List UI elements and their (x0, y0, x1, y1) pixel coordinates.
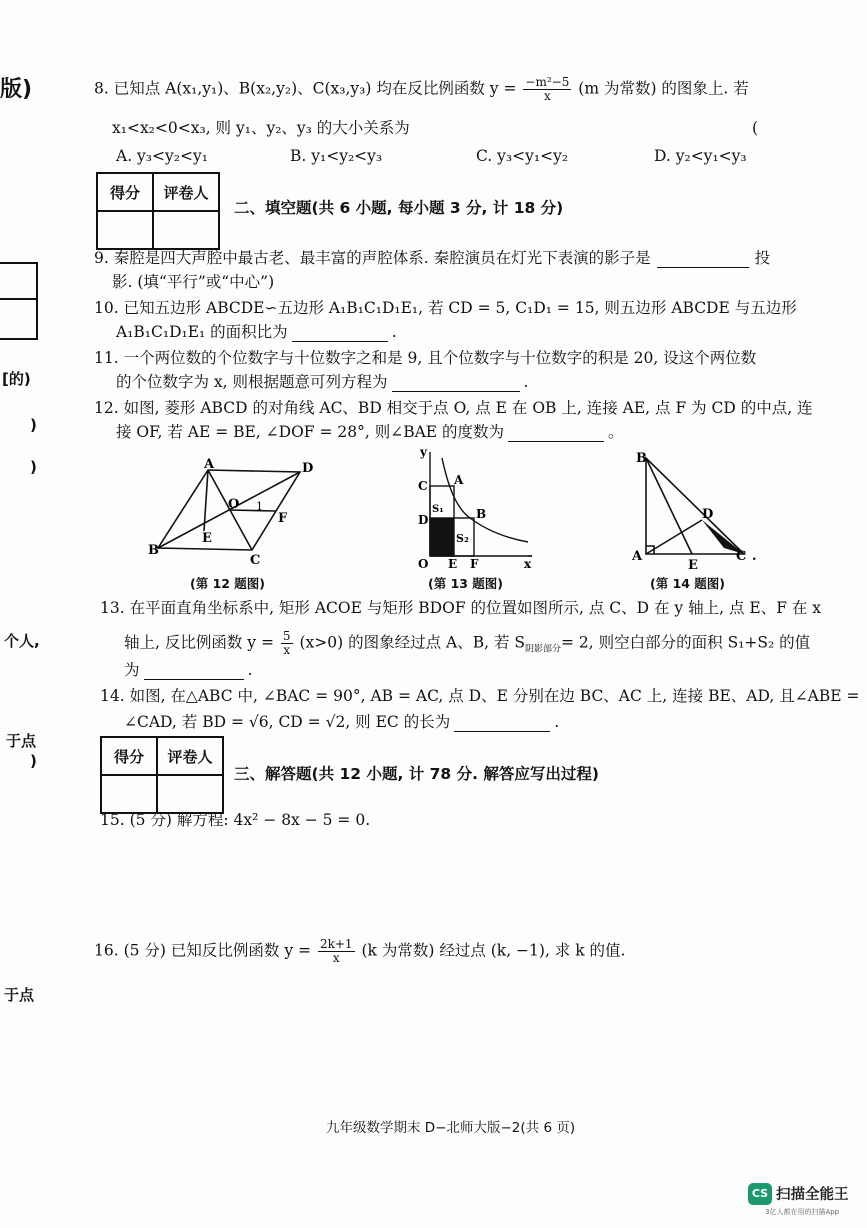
score-cell[interactable] (97, 211, 153, 249)
question-8-line-2: x₁<x₂<0<x₃, 则 y₁、y₂、y₃ 的大小关系为 (112, 119, 410, 137)
label-c: C (418, 479, 428, 493)
label-o: O (228, 497, 240, 512)
label-e: E (688, 558, 698, 572)
question-11-line-2 (116, 372, 528, 392)
q13-text-middle: (x>0) 的图象经过点 A、B, 若 S (299, 633, 525, 652)
q12-suffix: 。 (608, 423, 624, 441)
margin-fragment: 个人, (4, 632, 40, 650)
section-2-title: 二、填空题(共 6 小题, 每小题 3 分, 计 18 分) (234, 199, 564, 217)
label-s1: S₁ (432, 504, 444, 515)
shaded-region (430, 518, 454, 556)
figure-13-caption: (第 13 题图) (428, 576, 504, 591)
figure-13-graph (408, 446, 538, 572)
label-b: B (476, 507, 487, 521)
margin-fragment: ) (30, 458, 37, 476)
answer-blank[interactable] (508, 425, 604, 442)
camscanner-name: 扫描全能王 (776, 1187, 849, 1203)
question-13-line-2 (124, 630, 810, 660)
margin-fragment: 版) (0, 77, 33, 102)
question-12-line-2 (116, 422, 624, 442)
q11-text: 的个位数字为 x, 则根据题意可列方程为 (116, 373, 388, 391)
label-d: D (418, 513, 429, 527)
grader-cell[interactable] (153, 211, 219, 249)
figure-12-caption: (第 12 题图) (190, 576, 266, 591)
label-o: O (418, 557, 429, 571)
camscanner-slogan: 3亿人都在用的扫描App (765, 1208, 840, 1216)
answer-blank[interactable] (292, 325, 388, 342)
score-label: 得分 (97, 173, 153, 211)
q8-fraction: $\frac{\text{−m²−5}}{x}$ (525, 75, 570, 103)
q10-suffix: . (391, 323, 397, 341)
label-b: B (148, 543, 159, 558)
q9-text: 9. 秦腔是四大声腔中最古老、最丰富的声腔体系. 秦腔演员在灯光下表演的影子是 (94, 249, 651, 267)
margin-fragment: ) (30, 752, 37, 770)
q14-text: ∠CAD, 若 BD = √6, CD = √2, 则 EC 的长为 (124, 713, 451, 731)
q16-text: 16. (5 分) 已知反比例函数 y = (94, 941, 311, 960)
q8-text-suffix: (m 为常数) 的图象上. 若 (578, 79, 749, 98)
q13-text-suffix: = 2, 则空白部分的面积 S₁+S₂ 的值 (561, 633, 811, 652)
q9-suffix: 投 (754, 249, 771, 267)
margin-fragment: [的) (2, 370, 31, 388)
question-14-line-1: 14. 如图, 在△ABC 中, ∠BAC = 90°, AB = AC, 点 D、E 分别在边 BC、AC 上, 连接 BE、AD, 且∠ABE = (100, 687, 860, 705)
margin-box-divider (0, 298, 36, 300)
label-d: D (302, 461, 314, 476)
label-c: C (736, 549, 747, 564)
question-9-line-2: 影. (填“平行”或“中心”) (112, 273, 275, 291)
label-f: F (278, 511, 288, 526)
grader-label: 评卷人 (153, 173, 219, 211)
q12-text: 接 OF, 若 AE = BE, ∠DOF = 28°, 则∠BAE 的度数为 (116, 423, 505, 441)
camscanner-logo-icon: CS (748, 1183, 772, 1205)
q13-subscript: 阴影部分 (525, 644, 562, 655)
q10-text: A₁B₁C₁D₁E₁ 的面积比为 (116, 323, 288, 341)
margin-fragment: 于点 (4, 986, 35, 1004)
answer-blank[interactable] (454, 715, 550, 732)
option-b: B. y₁<y₂<y₃ (290, 147, 383, 165)
option-a: A. y₃<y₂<y₁ (116, 147, 208, 165)
option-c: C. y₃<y₁<y₂ (476, 147, 569, 165)
label-c: C (250, 553, 261, 568)
score-label: 得分 (101, 737, 157, 775)
grader-label: 评卷人 (157, 737, 223, 775)
grader-cell[interactable] (157, 775, 223, 813)
label-e: E (202, 531, 212, 546)
margin-box-line (0, 262, 38, 340)
label-d: D (702, 507, 714, 522)
label-y: y (420, 446, 427, 459)
question-16 (94, 938, 625, 965)
q16-text-suffix: (k 为常数) 经过点 (k, −1), 求 k 的值. (361, 941, 626, 960)
label-angle-1: 1 (256, 500, 263, 513)
figure-14-caption: (第 14 题图) (650, 576, 726, 591)
q8-text-prefix: 8. 已知点 A(x₁,y₁)、B(x₂,y₂)、C(x₃,y₃) 均在反比例函数 y = (94, 79, 517, 98)
answer-blank[interactable] (657, 251, 749, 268)
margin-fragment: ) (30, 416, 37, 434)
q14-suffix: . (554, 713, 560, 731)
question-15: 15. (5 分) 解方程: 4x² − 8x − 5 = 0. (100, 811, 371, 829)
triangle-abc (646, 458, 744, 554)
question-12-line-1: 12. 如图, 菱形 ABCD 的对角线 AC、BD 相交于点 O, 点 E 在 OB 上, 连接 AE, 点 F 为 CD 的中点, 连 (94, 399, 813, 417)
section-3-title: 三、解答题(共 12 小题, 计 78 分. 解答应写出过程) (234, 765, 599, 783)
score-cell[interactable] (101, 775, 157, 813)
q13-fraction: $\frac{5}{x}$ (282, 629, 291, 657)
option-d: D. y₂<y₁<y₃ (654, 147, 747, 165)
figure-12-rhombus (146, 456, 316, 571)
question-10-line-1: 10. 已知五边形 ABCDE∽五边形 A₁B₁C₁D₁E₁, 若 CD = 5, C₁D₁ = 15, 则五边形 ABCDE 与五边形 (94, 299, 797, 317)
question-10-line-2 (116, 322, 397, 342)
page-footer: 九年级数学期末 D−北师大版−2(共 6 页) (326, 1120, 576, 1136)
label-e: E (448, 557, 458, 571)
q11-suffix: . (523, 373, 529, 391)
q13-text: 轴上, 反比例函数 y = (124, 633, 274, 652)
question-11-line-1: 11. 一个两位数的个位数字与十位数字之和是 9, 且个位数字与十位数字的积是 20, 设这个两位数 (94, 349, 757, 367)
question-9-line-1 (94, 248, 770, 268)
score-box (100, 736, 224, 814)
q13-suffix: . (247, 661, 253, 679)
label-dot: . (752, 549, 757, 564)
question-8-line-1 (94, 76, 749, 103)
label-a: A (454, 473, 464, 487)
label-a: A (632, 549, 643, 564)
label-f: F (470, 557, 479, 571)
question-13-line-3 (124, 660, 252, 680)
answer-paren: ( (752, 119, 759, 137)
hyperbola-curve (442, 458, 528, 542)
question-13-line-1: 13. 在平面直角坐标系中, 矩形 ACOE 与矩形 BDOF 的位置如图所示, 点 C、D 在 y 轴上, 点 E、F 在 x (100, 599, 822, 617)
margin-fragment: 于点 (6, 732, 37, 750)
label-a: A (204, 457, 215, 472)
q13-text: 为 (124, 661, 140, 679)
label-x: x (524, 557, 532, 571)
score-box (96, 172, 220, 250)
figure-14-triangle (626, 448, 766, 572)
label-s2: S₂ (456, 532, 469, 545)
answer-blank[interactable] (392, 375, 520, 392)
question-14-line-2 (124, 712, 559, 732)
label-b: B (636, 451, 647, 466)
q16-fraction: $\frac{2k+1}{x}$ (319, 937, 353, 965)
answer-blank[interactable] (144, 663, 244, 680)
